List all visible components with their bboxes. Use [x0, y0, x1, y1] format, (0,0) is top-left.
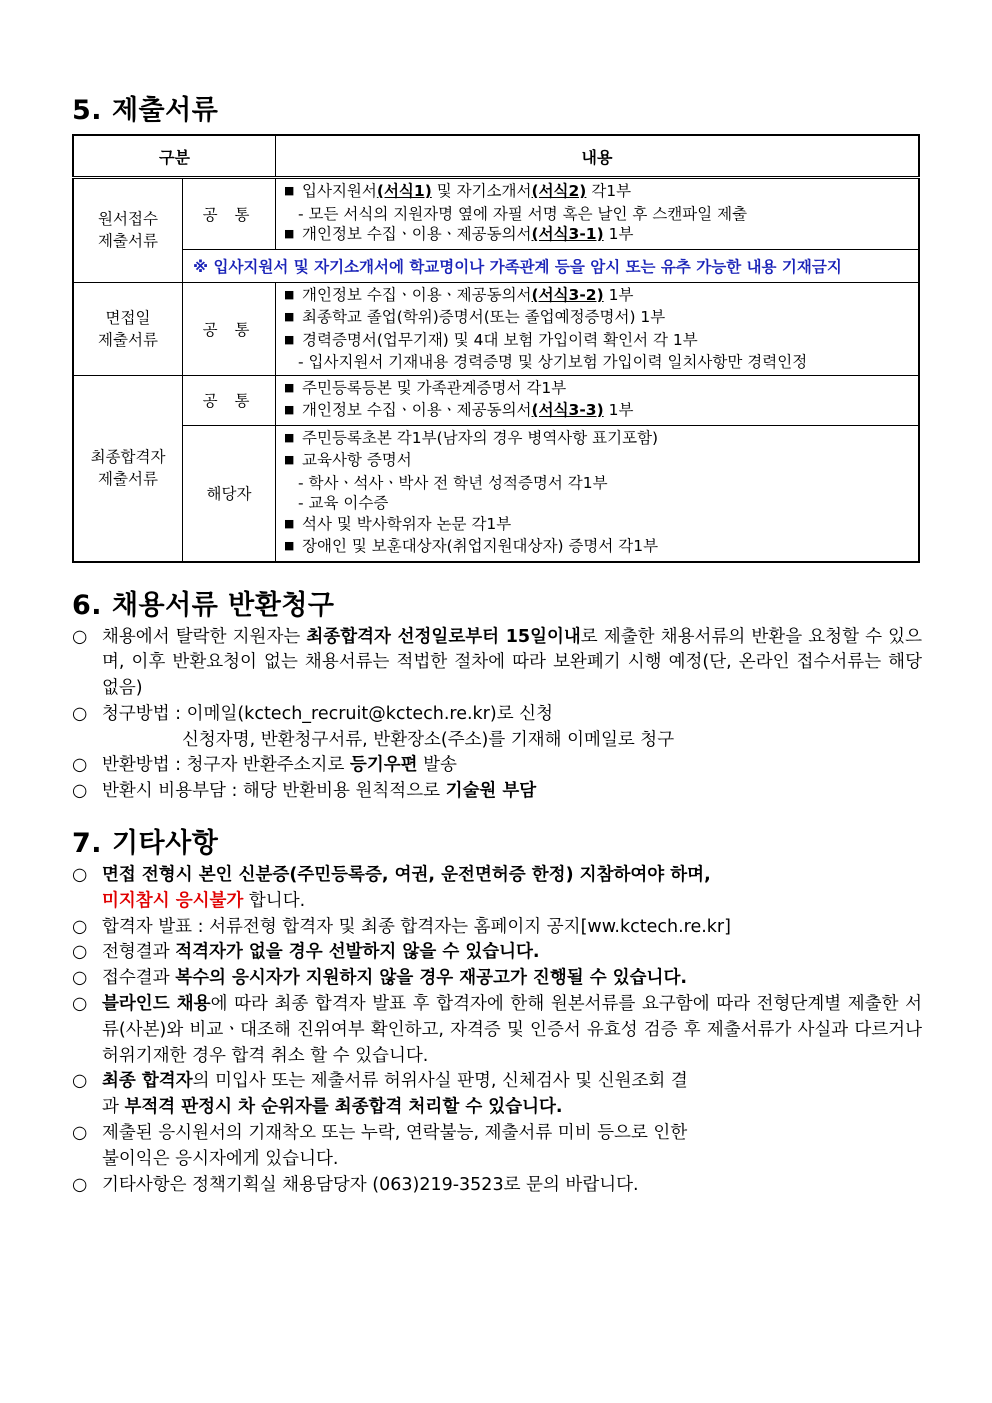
- list-item: ■ 개인정보 수집ㆍ이용ㆍ제공동의서(서식3-3) 1부: [284, 400, 910, 423]
- sub-applicable: 해당자: [183, 425, 276, 562]
- section7-title: 7. 기타사항: [72, 828, 219, 860]
- category-interview: 면접일 제출서류: [73, 282, 183, 375]
- list-item: ■ 입사지원서(서식1) 및 자기소개서(서식2) 각1부: [284, 181, 910, 204]
- list-item: ○ 기타사항은 정책기획실 채용담당자 (063)219-3523로 문의 바랍니다.: [72, 1173, 922, 1199]
- application-note: ※ 입사지원서 및 자기소개서에 학교명이나 가족관계 등을 암시 또는 유추 가능한 내용 기재금지: [183, 249, 920, 282]
- section7: [72, 825, 922, 1198]
- list-item: - 학사ㆍ석사ㆍ박사 전 학년 성적증명서 각1부: [298, 473, 608, 492]
- list-item: ○ 청구방법 : 이메일(kctech_recruit@kctech.re.kr)로 신청: [72, 702, 922, 728]
- list-item-sub: 신청자명, 반환청구서류, 반환장소(주소)를 기재해 이메일로 청구: [182, 729, 675, 750]
- documents-table: [72, 134, 920, 563]
- list-item: ■ 주민등록등본 및 가족관계증명서 각1부: [284, 378, 910, 401]
- section6-body: [72, 625, 922, 806]
- sub-common: 공 통: [183, 178, 276, 250]
- table-row: [73, 282, 919, 375]
- header-category: 구분: [73, 135, 276, 178]
- table-row: [73, 178, 919, 250]
- section7-body: [72, 863, 922, 1198]
- interview-items: [276, 282, 920, 375]
- section6-title: 6. 채용서류 반환청구: [72, 589, 335, 621]
- category-application: 원서접수 제출서류: [73, 178, 183, 283]
- list-item: ■ 최종학교 졸업(학위)증명서(또는 졸업예정증명서) 1부: [284, 307, 910, 330]
- section6: [72, 587, 922, 806]
- list-item: ○ 합격자 발표 : 서류전형 합격자 및 최종 합격자는 홈페이지 공지[ww.kctech.re.kr]: [72, 915, 922, 941]
- list-item: ○ 최종 합격자의 미입사 또는 제출서류 허위사실 판명, 신체검사 및 신원조회 결 과 부적격 판정시 차 순위자를 최종합격 처리할 수 있습니다.: [72, 1069, 922, 1121]
- list-item: ○ 제출된 응시원서의 기재착오 또는 누락, 연락불능, 제출서류 미비 등으로 인한 불이익은 응시자에게 있습니다.: [72, 1121, 922, 1173]
- list-item: ■ 장애인 및 보훈대상자(취업지원대상자) 증명서 각1부: [284, 536, 910, 559]
- list-item: ■ 주민등록초본 각1부(남자의 경우 병역사항 표기포함): [284, 428, 910, 451]
- list-item: ■ 개인정보 수집ㆍ이용ㆍ제공동의서(서식3-2) 1부: [284, 285, 910, 308]
- sub-common: 공 통: [183, 375, 276, 425]
- application-items: [276, 178, 920, 250]
- list-item: - 교육 이수증: [298, 494, 389, 512]
- list-item: ■ 경력증명서(업무기재) 및 4대 보험 가입이력 확인서 각 1부: [284, 330, 910, 353]
- table-header-row: [73, 135, 919, 178]
- document-page: [72, 92, 922, 1198]
- final-common-items: [276, 375, 920, 425]
- list-item: - 모든 서식의 지원자명 옆에 자필 서명 혹은 날인 후 스캔파일 제출: [298, 204, 748, 223]
- list-item: ■ 석사 및 박사학위자 논문 각1부: [284, 514, 910, 537]
- header-content: 내용: [276, 135, 920, 178]
- table-row: [73, 425, 919, 562]
- list-item: ■ 개인정보 수집ㆍ이용ㆍ제공동의서(서식3-1) 1부: [284, 224, 910, 247]
- list-item: - 입사지원서 기재내용 경력증명 및 상기보험 가입이력 일치사항만 경력인정: [298, 353, 808, 371]
- list-item: ○ 전형결과 적격자가 없을 경우 선발하지 않을 수 있습니다.: [72, 940, 922, 966]
- list-item: ○ 반환방법 : 청구자 반환주소지로 등기우편 발송: [72, 753, 922, 779]
- section5-title: 5. 제출서류: [72, 95, 219, 126]
- final-applicable-items: [276, 425, 920, 562]
- list-item: ○ 면접 전형시 본인 신분증(주민등록증, 여권, 운전면허증 한정) 지참하여야 하며, 미지참시 응시불가 합니다.: [72, 863, 922, 915]
- table-row: [73, 249, 919, 282]
- list-item: ○ 반환시 비용부담 : 해당 반환비용 원칙적으로 기술원 부담: [72, 779, 922, 805]
- table-row: [73, 375, 919, 425]
- list-item: ○ 접수결과 복수의 응시자가 지원하지 않을 경우 재공고가 진행될 수 있습니다.: [72, 966, 922, 992]
- list-item: ■ 교육사항 증명서: [284, 450, 910, 473]
- list-item: ○ 블라인드 채용에 따라 최종 합격자 발표 후 합격자에 한해 원본서류를 요구함에 따라 전형단계별 제출한 서류(사본)와 비교ㆍ대조해 진위여부 확인하고, 자격증 및 인증서 유효성 검증 후 제출서류가 사실과 다르거나 허위기재한 경우 합격 취소 할 수 있습니다.: [72, 992, 922, 1069]
- sub-common: 공 통: [183, 282, 276, 375]
- list-item: ○ 채용에서 탈락한 지원자는 최종합격자 선정일로부터 15일이내로 제출한 채용서류의 반환을 요청할 수 있으며, 이후 반환요청이 없는 채용서류는 적법한 절차에 따라 보완폐기 시행 예정(단, 온라인 접수서류는 해당 없음): [72, 625, 922, 702]
- category-final: 최종합격자 제출서류: [73, 375, 183, 562]
